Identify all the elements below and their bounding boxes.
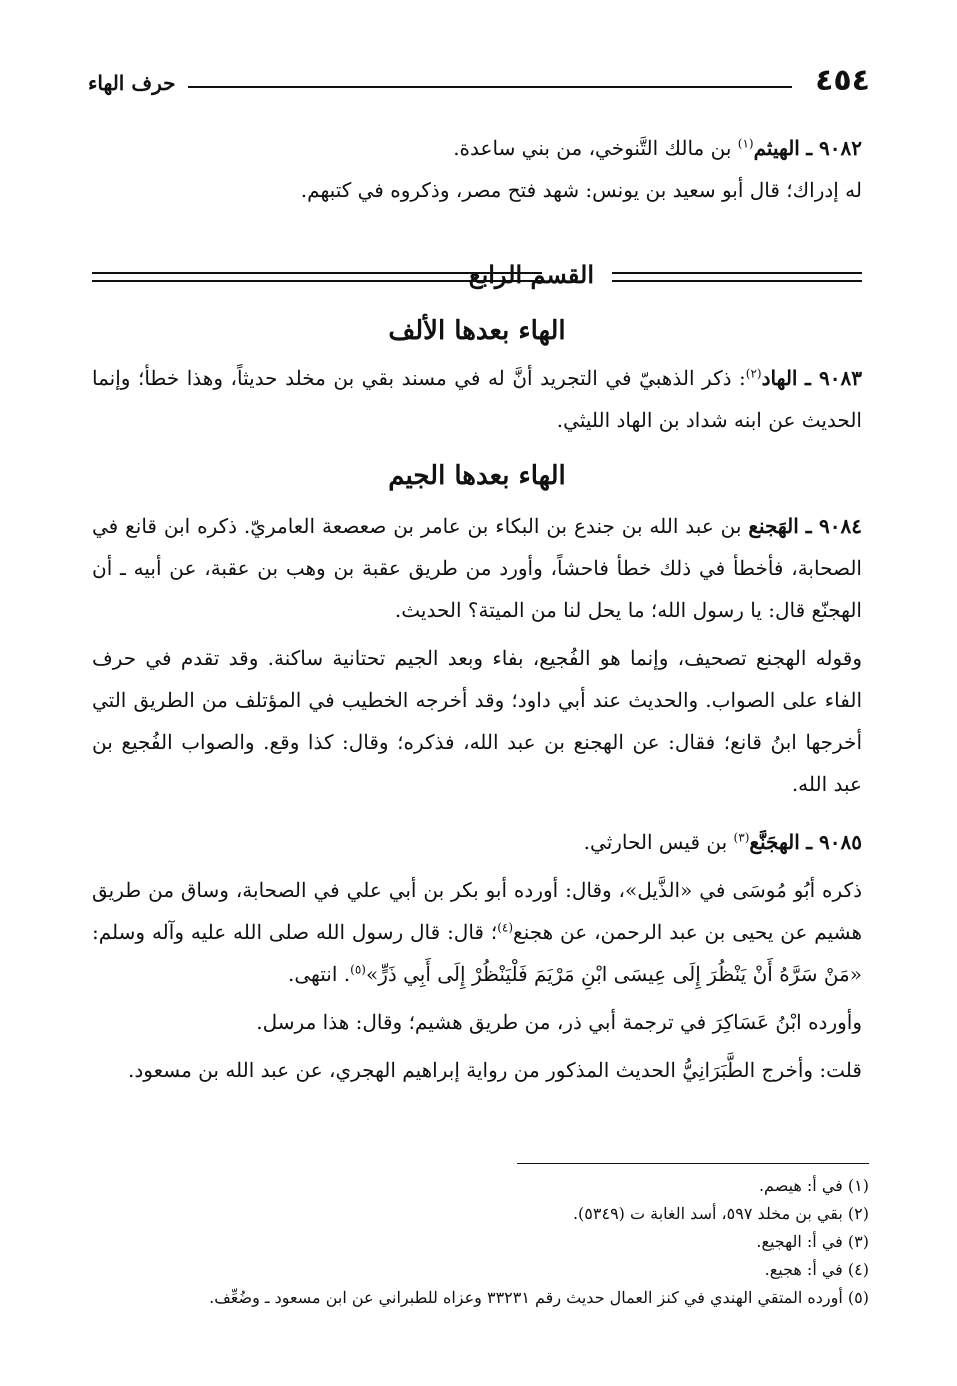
subheading-jim: الهاء بعدها الجيم xyxy=(388,461,566,491)
entry-9084 xyxy=(92,505,862,805)
entry-9085 xyxy=(92,821,862,1091)
subheading-alif: الهاء بعدها الألف xyxy=(388,316,566,346)
heading-rule-right xyxy=(612,272,862,282)
footnotes xyxy=(92,1172,869,1312)
header-rule xyxy=(188,86,792,88)
entry-name: الهاد xyxy=(761,366,798,390)
entry-text: بن عبد الله بن جندع بن البكاء بن عامر بن صعصعة العامريّ. ذكره ابن قانع في الصحابة، فأخطأ في ذلك خطأ فاحشاً، وأورد من طريق عقبة بن وهب بن عقبة، عن أبيه ـ أن الهجنّع قال: يا رسول الله؛ ما يحل لنا من الميتة؟ الحديث. xyxy=(92,514,862,622)
entry-9083 xyxy=(92,357,862,441)
entry-9085-para4: قلت: وأخرج الطَّبَرَانِيُّ الحديث المذكور من رواية إبراهيم الهجري، عن عبد الله بن مسعود. xyxy=(128,1058,862,1082)
entry-9085-para3: وأورده ابْنُ عَسَاكِرَ في ترجمة أبي ذر، من طريق هشيم؛ وقال: هذا مرسل. xyxy=(256,1010,862,1034)
running-title: حرف الهاء xyxy=(88,71,176,95)
footnote-ref: (٤) xyxy=(497,920,514,935)
footnote-3: (٣) في أ: الهجيع. xyxy=(756,1232,869,1251)
entry-9082-line1 xyxy=(92,127,862,169)
section-heading xyxy=(92,258,862,298)
entry-number: ٩٠٨٤ ـ xyxy=(805,514,863,538)
heading-rule-left xyxy=(92,272,542,282)
footnote-1: (١) في أ: هيصم. xyxy=(758,1176,869,1195)
footnote-ref: (٢) xyxy=(745,366,762,381)
entry-9083-text xyxy=(92,357,862,441)
entry-number: ٩٠٨٥ ـ xyxy=(806,830,862,854)
section-title: القسم الرابع xyxy=(468,260,594,289)
entry-name: الهجَنَّع xyxy=(749,830,800,854)
entry-text: بن مالك التَّنوخي، من بني ساعدة. xyxy=(453,136,732,160)
para-text: ذكره أبُو مُوسَى في «الذَّيل»، وقال: أورده أبو بكر بن أبي علي في الصحابة، وساق من طريق هشيم عن يحيى بن عبد الرحمن، عن هجنع xyxy=(92,878,863,944)
entry-9084-para2: وقوله الهجنع تصحيف، وإنما هو الفُجيع، بفاء وبعد الجيم تحتانية ساكنة. وقد تقدم في حرف الفاء على الصواب. والحديث عند أبي داود؛ وقد أخرجه الخطيب في المؤتلف من الطريق التي أخرجها ابنُ قانع؛ فقال: عن الهجنع بن عبد الله، فذكره؛ وقال: كذا وقع. والصواب الفُجيع بن عبد الله. xyxy=(92,646,862,796)
page-header xyxy=(88,62,870,102)
entry-9085-text xyxy=(92,821,862,863)
entry-name: الهَجنع xyxy=(748,514,799,538)
footnote-ref: (٥) xyxy=(350,962,366,977)
footnote-4: (٤) في أ: هجيع. xyxy=(764,1260,869,1279)
entry-name: الهيثم xyxy=(753,136,800,160)
page-number: ٤٥٤ xyxy=(815,63,870,98)
para-text: ؛ قال: قال رسول الله صلى الله عليه وآله وسلم: «مَنْ سَرَّهُ أَنْ يَنْظُرَ إِلَى عِيسَى ابْنِ مَرْيَمَ فَلْيَنْظُرْ إِلَى أَبِي ذَرٍّ» xyxy=(92,920,862,986)
entry-9082-line2: له إدراك؛ قال أبو سعيد بن يونس: شهد فتح مصر، وذكروه في كتبهم. xyxy=(300,178,862,202)
entry-number: ٩٠٨٢ ـ xyxy=(806,136,862,160)
footnote-5: (٥) أورده المتقي الهندي في كنز العمال حديث رقم ٣٣٢٣١ وعزاه للطبراني عن ابن مسعود ـ وضُعِّف. xyxy=(209,1288,869,1307)
footnote-2: (٢) بقي بن مخلد ٥٩٧، أسد الغابة ت (٥٣٤٩). xyxy=(572,1204,869,1223)
entry-text: بن قيس الحارثي. xyxy=(583,830,728,854)
para-text: . انتهى. xyxy=(288,962,351,986)
footnote-ref: (١) xyxy=(737,136,754,151)
footnote-rule xyxy=(517,1163,869,1164)
entry-9082 xyxy=(92,127,862,211)
entry-9085-para2 xyxy=(92,869,862,995)
entry-9084-text xyxy=(92,505,862,631)
footnote-ref: (٣) xyxy=(733,830,750,845)
entry-text: : ذكر الذهبيّ في التجريد أنَّ له في مسند بقي بن مخلد حديثاً، وهذا خطأ؛ وإنما الحديث عن ابنه شداد بن الهاد الليثي. xyxy=(92,366,862,432)
entry-number: ٩٠٨٣ ـ xyxy=(805,366,863,390)
